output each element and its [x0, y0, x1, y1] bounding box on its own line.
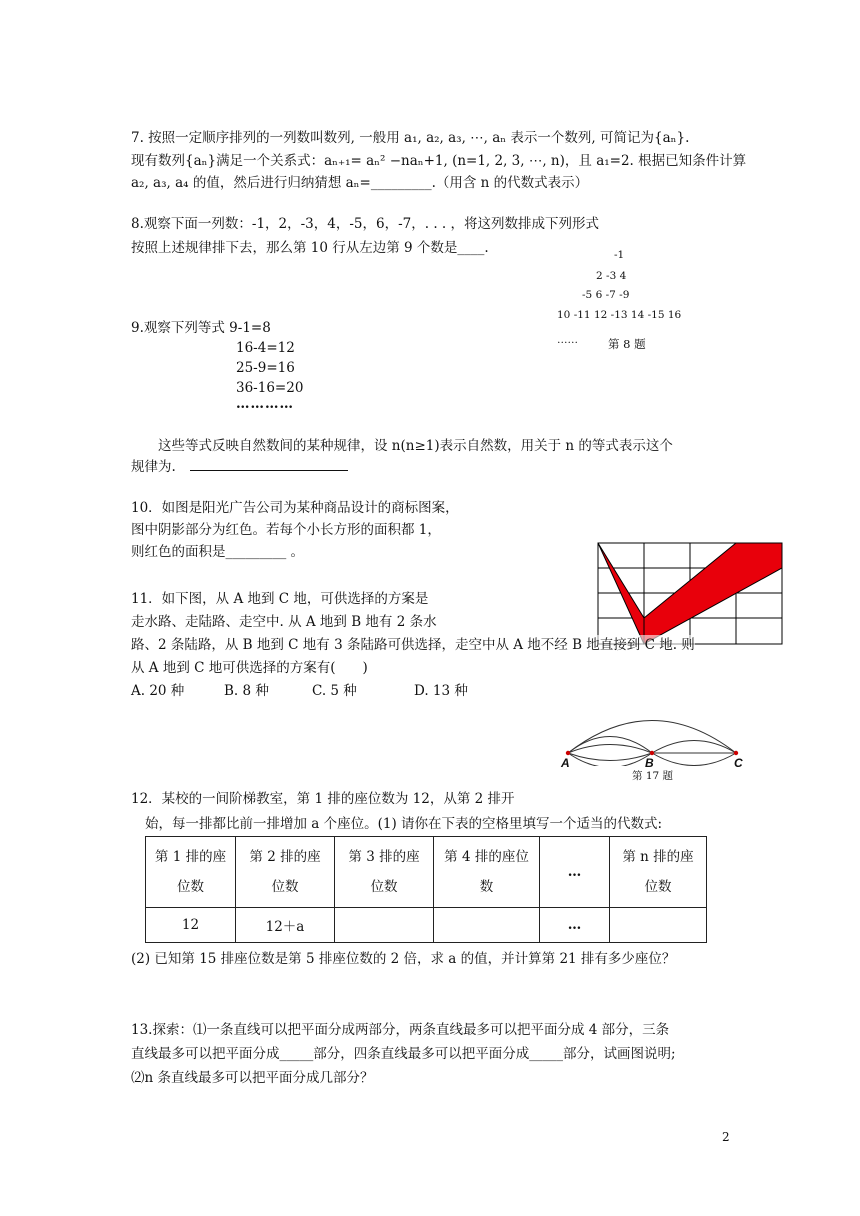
- q9-eq4: 36-16=20: [236, 380, 304, 396]
- q11-route-figure: [560, 706, 750, 766]
- point-a: [566, 751, 570, 755]
- q7-line1: 7. 按照一定顺序排列的一列数叫数列, 一般用 a₁, a₂, a₃, ⋯, aₙ 表示一个数列, 可简记为{aₙ}.: [131, 130, 690, 146]
- cell-row-n-blank[interactable]: [610, 908, 707, 943]
- route-ab-2: [568, 745, 652, 754]
- q11-option-c[interactable]: C. 5 种: [312, 683, 357, 699]
- header-row4: 第 4 排的座位 数: [434, 837, 540, 908]
- q11-option-b[interactable]: B. 8 种: [224, 683, 269, 699]
- header-ellipsis: …: [540, 837, 610, 908]
- q9-answer-blank[interactable]: [190, 456, 348, 471]
- q8-dots: ……: [557, 334, 578, 346]
- cell-row2: 12＋a: [236, 908, 335, 943]
- q8-row-3: -5 6 -7 -9: [582, 289, 630, 301]
- table-header-row: [146, 837, 707, 908]
- q8-row-2: 2 -3 4: [596, 270, 627, 282]
- q11-label-b: B: [645, 756, 654, 770]
- q13-line1: 13.探索：⑴一条直线可以把平面分成两部分，两条直线最多可以把平面分成 4 部分，三条: [131, 1022, 670, 1038]
- q10-line2: 图中阴影部分为红色。若每个小长方形的面积都 1，: [131, 522, 441, 538]
- q11-line1: 11．如下图，从 A 地到 C 地，可供选择的方案是: [131, 591, 429, 607]
- cell-row1: 12: [146, 908, 236, 943]
- q11-label-c: C: [734, 756, 743, 770]
- q12-line2: 始，每一排都比前一排增加 a 个座位。(1) 请你在下表的空格里填写一个适当的代数式:: [145, 816, 663, 832]
- q8-line1: 8.观察下面一列数：-1，2，-3，4，-5，6，-7，. . . ，将这列数排成下列形式: [131, 216, 599, 232]
- header-row1: 第 1 排的座 位数: [146, 837, 236, 908]
- q9-line1: 这些等式反映自然数间的某种规律，设 n(n≥1)表示自然数，用关于 n 的等式表示这个: [158, 438, 673, 454]
- q9-eq3: 25-9=16: [236, 360, 295, 376]
- q8-caption: 第 8 题: [608, 337, 646, 351]
- point-b: [650, 751, 654, 755]
- q11-option-a[interactable]: A. 20 种: [131, 683, 185, 699]
- q9-line2: [131, 456, 348, 477]
- route-ab-3: [568, 753, 652, 761]
- q11-line3: 路、2 条陆路，从 B 地到 C 地有 3 条陆路可供选择，走空中从 A 地不经 B 地直接到 C 地. 则: [131, 637, 695, 653]
- route-ab-4: [568, 753, 652, 766]
- q12-part2: (2) 已知第 15 排座位数是第 5 排座位数的 2 倍，求 a 的值，并计算第 21 排有多少座位？: [131, 951, 676, 967]
- q9-eq2: 16-4=12: [236, 340, 295, 356]
- header-row-n: 第 n 排的座 位数: [610, 837, 707, 908]
- q8-row-4: 10 -11 12 -13 14 -15 16: [557, 309, 682, 321]
- cell-ellipsis: …: [540, 908, 610, 943]
- q9-line2-text: 规律为.: [131, 459, 176, 475]
- cell-row3-blank[interactable]: [335, 908, 434, 943]
- route-air: [568, 721, 736, 754]
- q8-line2: 按照上述规律排下去，那么第 10 行从左边第 9 个数是____.: [131, 240, 489, 256]
- q11-option-d[interactable]: D. 13 种: [414, 683, 468, 699]
- q11-line2: 走水路、走陆路、走空中. 从 A 地到 B 地有 2 条水: [131, 614, 437, 630]
- q13-line2: 直线最多可以把平面分成_____部分，四条直线最多可以把平面分成_____部分，试画图说明;: [131, 1046, 676, 1062]
- route-bc-3: [652, 753, 736, 766]
- point-c: [734, 751, 738, 755]
- route-bc-1: [652, 741, 736, 754]
- q10-line1: 10．如图是阳光广告公司为某种商品设计的商标图案，: [131, 500, 459, 516]
- q13-line3: ⑵n 条直线最多可以把平面分成几部分？: [131, 1070, 374, 1086]
- header-row2: 第 2 排的座 位数: [236, 837, 335, 908]
- q11-caption: 第 17 题: [632, 770, 674, 782]
- q12-line1: 12．某校的一间阶梯教室，第 1 排的座位数为 12，从第 2 排开: [131, 791, 515, 807]
- q7-line3: a₂, a₃, a₄ 的值，然后进行归纳猜想 aₙ=_________.（用含 n 的代数式表示）: [131, 175, 589, 191]
- q8-row-1: -1: [614, 249, 625, 261]
- q12-seat-table: [145, 836, 707, 943]
- table-row: [146, 908, 707, 943]
- q7-line2: 现有数列{aₙ}满足一个关系式：aₙ₊₁= aₙ² −naₙ+1, (n=1, 2, 3, ⋯, n)，且 a₁=2. 根据已知条件计算: [131, 153, 747, 169]
- q11-line4: 从 A 地到 C 地可供选择的方案有( ): [131, 660, 368, 676]
- q10-line3: 则红色的面积是_________ 。: [131, 544, 305, 560]
- header-row3: 第 3 排的座 位数: [335, 837, 434, 908]
- q9-dots: …………: [236, 396, 294, 412]
- q9-intro: 9.观察下列等式 9-1=8: [131, 320, 271, 336]
- page-number: 2: [722, 1130, 730, 1144]
- q11-label-a: A: [561, 756, 570, 770]
- cell-row4-blank[interactable]: [434, 908, 540, 943]
